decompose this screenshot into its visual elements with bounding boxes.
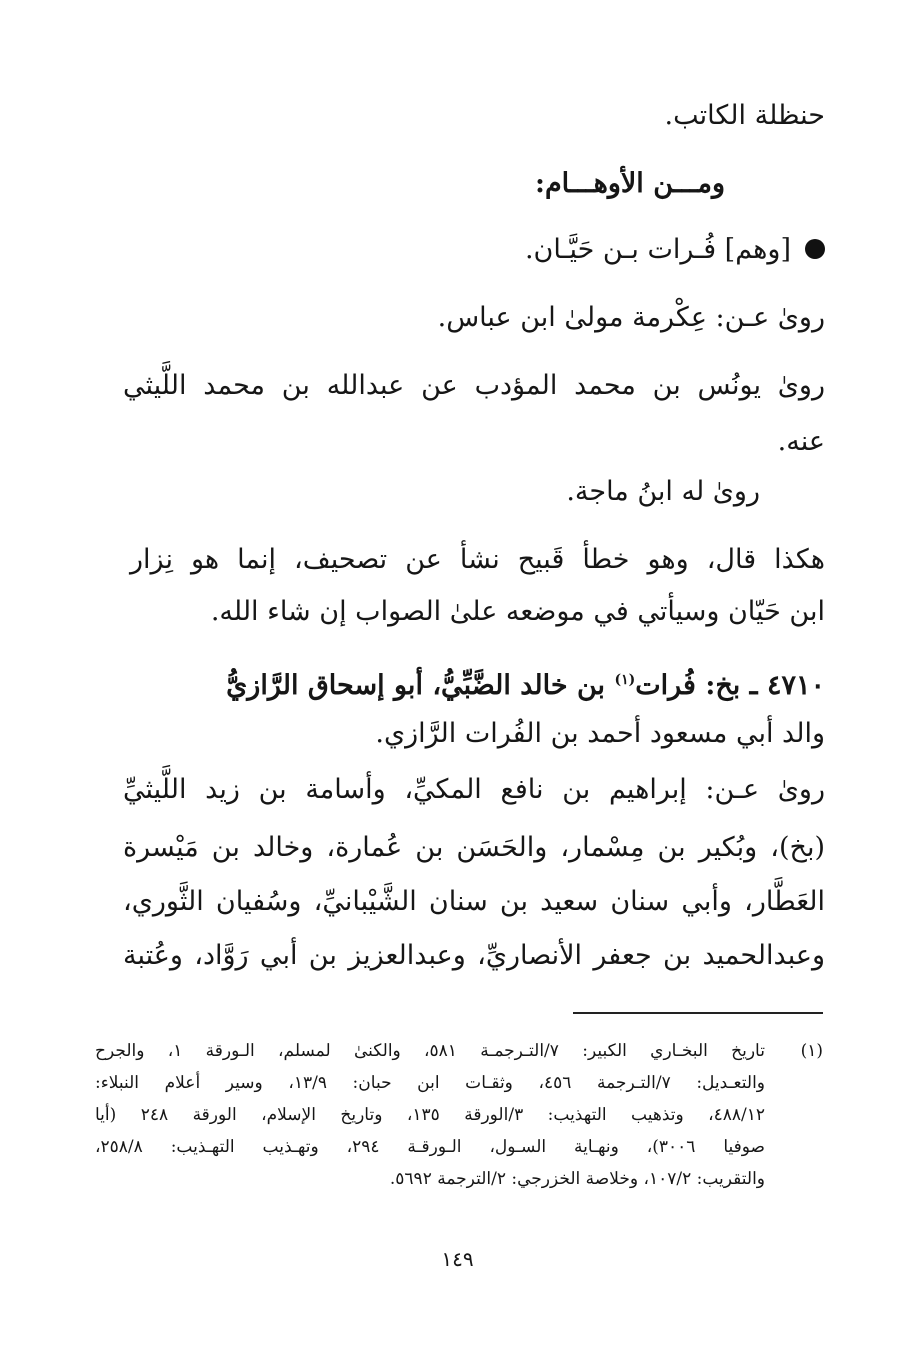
footnote-number: (١) <box>800 1041 823 1061</box>
footnote-marker: (١) <box>614 672 636 688</box>
entry-heading-4710 <box>125 660 825 706</box>
page-number: ١٤٩ <box>441 1247 474 1271</box>
text-line-5: روىٰ يونُس بن محمد المؤدب عن عبدالله بن محمد اللَّيثي <box>123 370 825 401</box>
footnote-line-2: والتعـديل: ٧/التـرجمة ٤٥٦، وثقـات ابن حبان: ١٣/٩، وسير أعلام النبلاء: <box>95 1073 766 1093</box>
text-line-rawa-an-1: روىٰ عـن: عِكْرمة مولىٰ ابن عباس. <box>437 302 825 333</box>
text-line-wahm <box>125 230 825 270</box>
text-line-8: هكذا قال، وهو خطأ قَبيح نشأ عن تصحيف، إنما هو نِزار <box>130 544 825 575</box>
text-line-9: ابن حَيّان وسيأتي في موضعه علىٰ الصواب إن شاء الله. <box>210 596 825 627</box>
text-line-12: روىٰ عـن: إبراهيم بن نافع المكيِّ، وأسامة بن زيد اللَّيثيِّ <box>123 774 825 805</box>
text-line-1: حنظلة الكاتب. <box>664 100 825 131</box>
bullet-icon <box>805 239 825 259</box>
entry-rest: بن خالد الضَّبِّيُّ، أبو إسحاق الرَّازيُّ <box>226 670 615 701</box>
text-line-6: عنه. <box>777 426 825 457</box>
text-line-14: العَطَّار، وأبي سنان سعيد بن سنان الشَّيْبانيِّ، وسُفيان الثَّوري، <box>123 886 825 917</box>
footnote-line-3: ٤٨٨/١٢، وتذهيب التهذيب: ٣/الورقة ١٣٥، وتاريخ الإسلام، الورقة ٢٤٨ (أيا <box>95 1105 766 1125</box>
footnote-line-4: صوفيا ٣٠٠٦)، ونهـاية السـول، الـورقـة ٢٩٤، وتهـذيب التهـذيب: ٢٥٨/٨، <box>95 1137 765 1157</box>
footnote-line-1: تاريخ البخـاري الكبير: ٧/التـرجمـة ٥٨١، والكنىٰ لمسلم، الـورقة ١، والجرح <box>95 1041 765 1061</box>
footnote-line-5: والتقريب: ١٠٧/٢، وخلاصة الخزرجي: ٢/الترجمة ٥٦٩٢. <box>389 1169 765 1189</box>
text-line-7: روىٰ له ابنُ ماجة. <box>566 476 760 507</box>
wahm-text: [وهم] فُـرات بـن حَيَّـان. <box>524 234 791 265</box>
footnote-separator <box>573 1012 823 1014</box>
text-line-13: (بخ)، وبُكير بن مِسْمار، والحَسَن بن عُمارة، وخالد بن مَيْسرة <box>123 832 825 863</box>
section-heading-awham: ومـــن الأوهـــام: <box>534 168 725 199</box>
text-line-15: وعبدالحميد بن جعفر الأنصاريِّ، وعبدالعزيز بن أبي رَوَّاد، وعُتبة <box>123 940 825 971</box>
entry-number: ٤٧١٠ ـ بخ: فُرات <box>635 670 825 701</box>
text-line-11: والد أبي مسعود أحمد بن الفُرات الرَّازي. <box>375 718 825 749</box>
